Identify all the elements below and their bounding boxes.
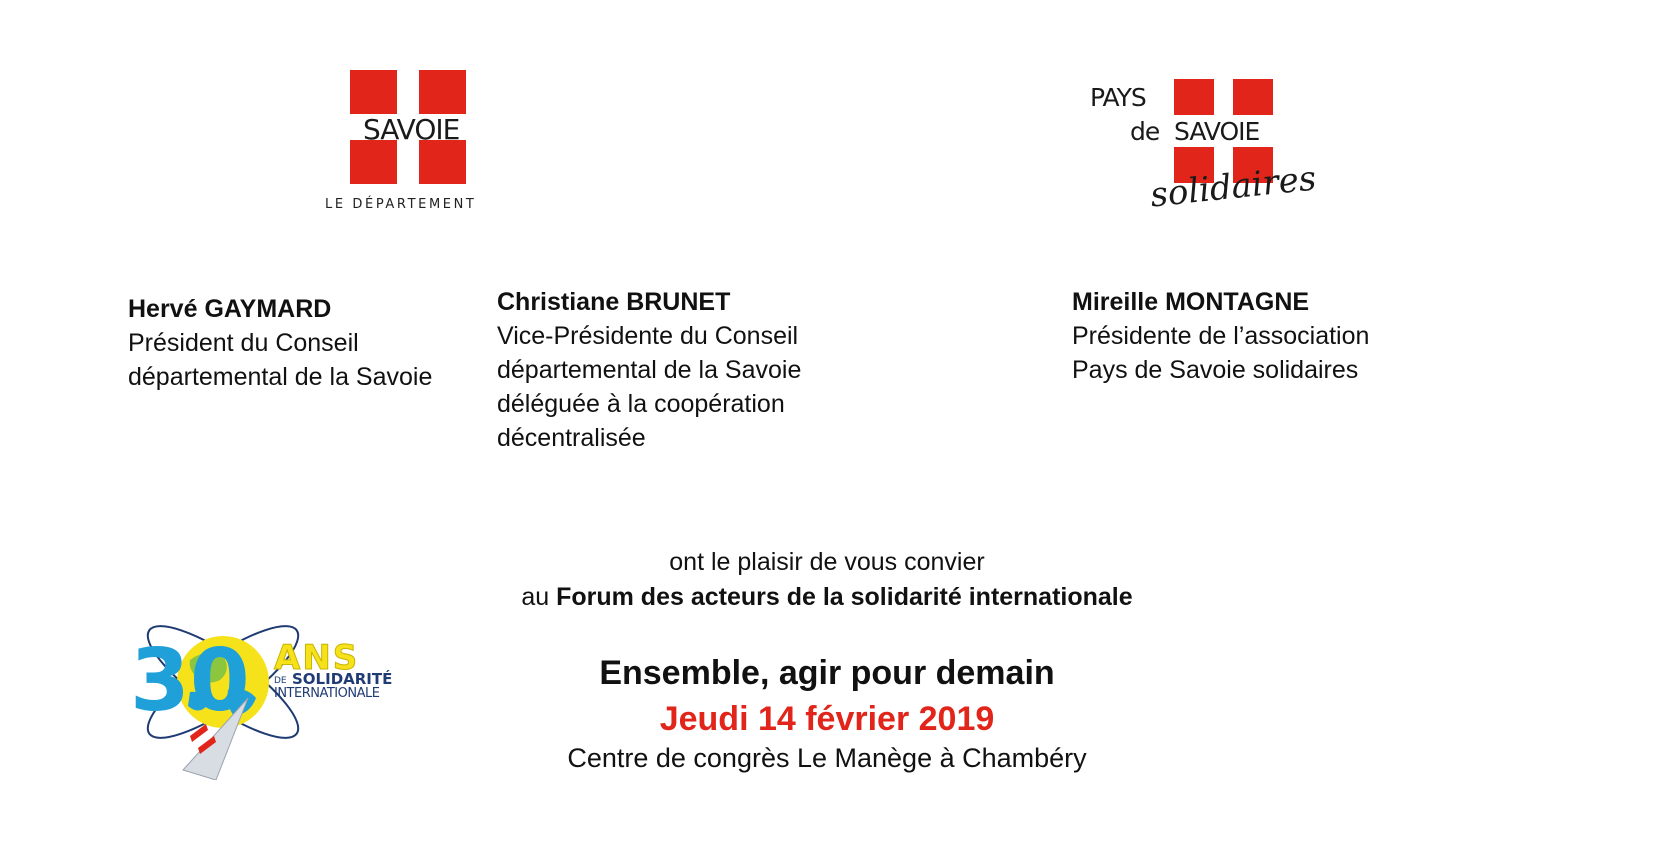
logo-square-tl xyxy=(1174,79,1214,115)
logo-square-tr xyxy=(1233,79,1273,115)
invitation-event-name: Forum des acteurs de la solidarité internationale xyxy=(556,583,1133,611)
pays-logo-savoie: SAVOIE xyxy=(1174,117,1260,146)
invitation-date: Jeudi 14 février 2019 xyxy=(659,700,995,738)
invitation-event-line xyxy=(0,583,1654,612)
logo-square-tl xyxy=(350,70,397,114)
signatory-gaymard xyxy=(128,292,432,394)
savoie-logo-word: SAVOIE xyxy=(363,113,460,146)
logo-square-br xyxy=(419,140,466,184)
logo-square-tr xyxy=(419,70,466,114)
savoie-departement-logo xyxy=(325,70,500,220)
signatory-title-line: Présidente de l’association xyxy=(1072,322,1370,350)
invitation-venue: Centre de congrès Le Manège à Chambéry xyxy=(567,743,1087,773)
anniversary-number: 30 xyxy=(130,631,250,731)
thirty-years-solidarity-logo xyxy=(128,620,418,780)
signatory-title-line: Vice-Présidente du Conseil xyxy=(497,322,799,350)
signatory-title-line: départemental de la Savoie xyxy=(128,363,433,391)
signatory-title-line: Président du Conseil xyxy=(128,329,359,357)
signatory-name: Hervé GAYMARD xyxy=(128,295,332,323)
signatory-name: Christiane BRUNET xyxy=(497,288,731,316)
logo-square-bl xyxy=(350,140,397,184)
signatory-name: Mireille MONTAGNE xyxy=(1072,288,1310,316)
pays-logo-script: solidaires xyxy=(1148,158,1319,216)
signatory-brunet xyxy=(497,285,801,455)
invitation-intro: ont le plaisir de vous convier xyxy=(669,548,985,576)
pays-logo-line1: PAYS xyxy=(1090,83,1146,112)
anniversary-internationale: INTERNATIONALE xyxy=(274,686,380,701)
anniversary-ans: ANS xyxy=(274,638,360,678)
anniversary-solidarite: SOLIDARITÉ xyxy=(292,670,393,688)
invitation-prefix: au xyxy=(521,583,550,611)
signatory-title-line: déléguée à la coopération xyxy=(497,390,785,418)
pays-logo-de: de xyxy=(1130,117,1160,146)
signatory-title-line: décentralisée xyxy=(497,424,646,452)
invitation-tagline: Ensemble, agir pour demain xyxy=(599,654,1055,692)
signatory-title-line: départemental de la Savoie xyxy=(497,356,802,384)
pays-de-savoie-solidaires-logo xyxy=(1088,75,1319,220)
signatory-montagne xyxy=(1072,285,1369,387)
savoie-logo-tagline: LE DÉPARTEMENT xyxy=(325,197,477,212)
anniversary-de: DE xyxy=(274,676,287,686)
signatory-title-line: Pays de Savoie solidaires xyxy=(1072,356,1359,384)
